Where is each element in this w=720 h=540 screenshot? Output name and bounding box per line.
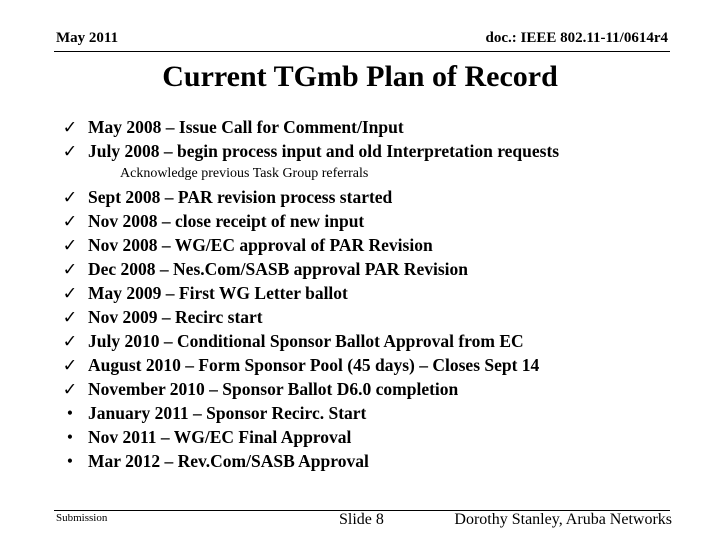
plan-item-text: Sept 2008 – PAR revision process started: [88, 187, 393, 207]
header-divider: [54, 51, 670, 52]
plan-item-text: Nov 2008 – WG/EC approval of PAR Revision: [88, 235, 433, 255]
plan-item-text: January 2011 – Sponsor Recirc. Start: [88, 403, 367, 423]
checkmark-icon: ✓: [62, 117, 78, 137]
checkmark-icon: ✓: [62, 141, 78, 161]
plan-item-text: Acknowledge previous Task Group referrals: [120, 166, 369, 181]
plan-item-text: May 2008 – Issue Call for Comment/Input: [88, 117, 404, 137]
bullet-icon: •: [66, 427, 74, 447]
checkmark-icon: ✓: [62, 187, 78, 207]
plan-item-text: Dec 2008 – Nes.Com/SASB approval PAR Revision: [88, 259, 468, 279]
footer-slide-number: Slide 8: [339, 511, 384, 528]
plan-item-text: July 2010 – Conditional Sponsor Ballot Approval from EC: [88, 331, 524, 351]
plan-item-text: July 2008 – begin process input and old Interpretation requests: [88, 141, 560, 161]
plan-item-text: Nov 2011 – WG/EC Final Approval: [88, 427, 352, 447]
plan-item-text: Nov 2008 – close receipt of new input: [88, 211, 365, 231]
checkmark-icon: ✓: [62, 331, 78, 351]
slide-title: Current TGmb Plan of Record: [162, 60, 558, 93]
header-doc-id: doc.: IEEE 802.11-11/0614r4: [485, 30, 668, 46]
footer-author: Dorothy Stanley, Aruba Networks: [454, 511, 672, 528]
bullet-icon: •: [66, 451, 74, 471]
header-date: May 2011: [56, 30, 119, 46]
plan-item-text: November 2010 – Sponsor Ballot D6.0 completion: [88, 379, 459, 399]
checkmark-icon: ✓: [62, 307, 78, 327]
checkmark-icon: ✓: [62, 211, 78, 231]
plan-item-text: Nov 2009 – Recirc start: [88, 307, 263, 327]
checkmark-icon: ✓: [62, 283, 78, 303]
plan-item-text: Mar 2012 – Rev.Com/SASB Approval: [88, 451, 369, 471]
bullet-icon: •: [66, 403, 74, 423]
checkmark-icon: ✓: [62, 379, 78, 399]
checkmark-icon: ✓: [62, 259, 78, 279]
checkmark-icon: ✓: [62, 235, 78, 255]
checkmark-icon: ✓: [62, 355, 78, 375]
plan-item-text: August 2010 – Form Sponsor Pool (45 days) – Closes Sept 14: [88, 355, 540, 375]
plan-item-text: May 2009 – First WG Letter ballot: [88, 283, 348, 303]
footer-submission: Submission: [56, 512, 108, 524]
